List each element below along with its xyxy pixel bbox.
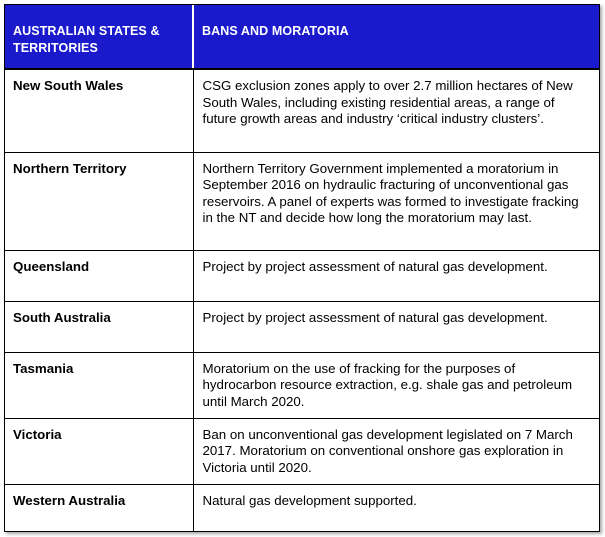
table-row [5, 418, 599, 484]
policy-text: Project by project assessment of natural gas development. [193, 301, 599, 352]
policy-text: CSG exclusion zones apply to over 2.7 million hectares of New South Wales, including existing residential areas, a range of future growth areas and industry ‘critical industry clusters’. [193, 69, 599, 152]
table-row [5, 250, 599, 301]
state-name: New South Wales [5, 69, 193, 152]
table-row [5, 152, 599, 250]
policy-text: Northern Territory Government implemented a moratorium in September 2016 on hydraulic fracturing of unconventional gas reservoirs. A panel of experts was formed to investigate fracking in the NT and decide how long the moratorium may last. [193, 152, 599, 250]
bans-moratoria-table-container [4, 4, 600, 532]
policy-text: Natural gas development supported. [202, 492, 417, 508]
bans-moratoria-table [5, 5, 599, 531]
state-name: Tasmania [5, 352, 193, 418]
state-name: South Australia [5, 301, 193, 352]
state-name: Queensland [5, 250, 193, 301]
header-states-territories: AUSTRALIAN STATES & TERRITORIES [5, 5, 193, 69]
table-row [5, 352, 599, 418]
table-header-row [5, 5, 599, 69]
policy-text: Moratorium on the use of fracking for the purposes of hydrocarbon resource extraction, e.g. shale gas and petroleum until March 2020. [193, 352, 599, 418]
policy-text: Ban on unconventional gas development legislated on 7 March 2017. Moratorium on conventional onshore gas exploration in Victoria until 2020. [193, 418, 599, 484]
table-row [5, 69, 599, 152]
state-name: Northern Territory [5, 152, 193, 250]
table-row [5, 301, 599, 352]
header-bans-moratoria: BANS AND MORATORIA [193, 5, 599, 69]
state-name: Victoria [5, 418, 193, 484]
policy-text: Project by project assessment of natural gas development. [193, 250, 599, 301]
table-row [5, 484, 599, 531]
state-name: Western Australia [5, 484, 193, 531]
